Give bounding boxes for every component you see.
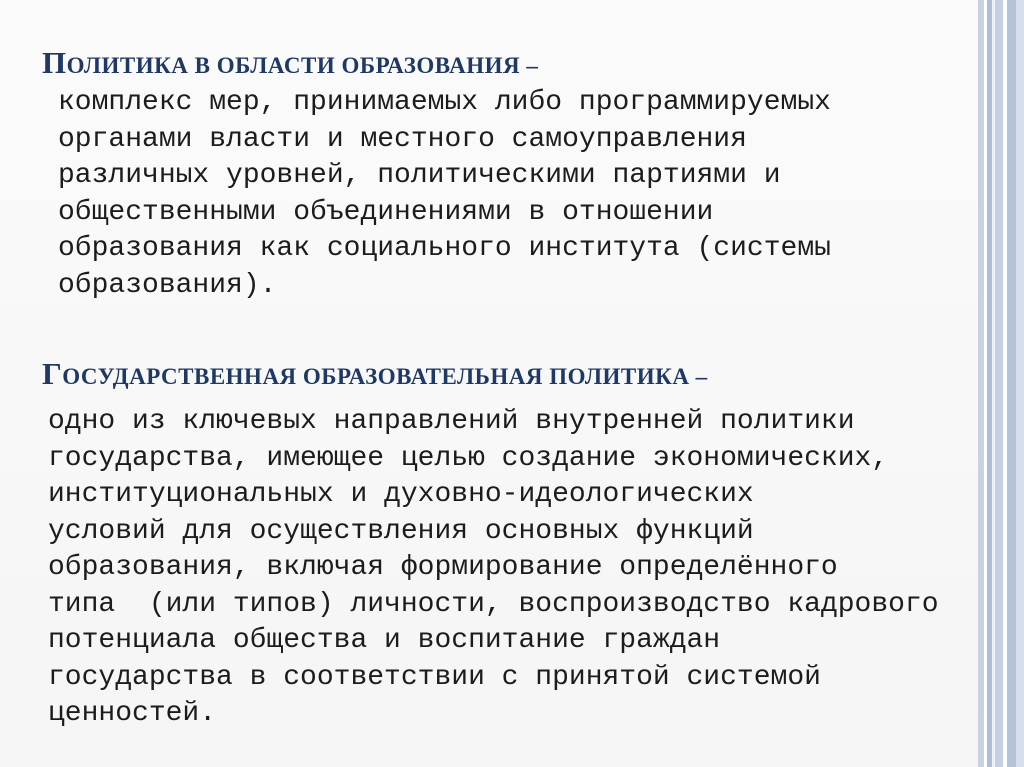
text-line: различных уровней, политическими партиями и	[58, 160, 781, 191]
border-stripe	[1016, 0, 1024, 767]
text-line: государства, имеющее целью создание экономических,	[48, 442, 889, 474]
decorative-right-border	[978, 0, 1024, 767]
border-stripe	[1007, 0, 1016, 767]
text-line: образования, включая формирование определённого	[48, 552, 838, 583]
text-line: ценностей.	[48, 698, 217, 729]
text-line: институциональных и духовно-идеологических	[48, 479, 754, 510]
text-line: комплекс мер, принимаемых либо программируемых	[58, 87, 831, 118]
text-line: образования как социального института (системы	[58, 233, 831, 264]
text-line: общественными объединениями в отношении	[58, 196, 714, 228]
heading-initial: Г	[42, 356, 63, 391]
text-line: государства в соответствии с принятой системой	[48, 661, 821, 693]
text-line: типа (или типов) личности, воспроизводство кадрового	[48, 588, 939, 620]
text-line: потенциала общества и воспитание граждан	[48, 625, 721, 656]
border-stripe	[995, 0, 1003, 767]
heading-initial: П	[42, 45, 67, 80]
definition-education-policy	[58, 85, 831, 304]
text-line: одно из ключевых направлений внутренней политики	[48, 406, 855, 437]
text-line: образования).	[58, 269, 277, 301]
text-line: условий для осуществления основных функций	[48, 515, 754, 547]
heading-rest: ОСУДАРСТВЕННАЯ ОБРАЗОВАТЕЛЬНАЯ ПОЛИТИКА –	[62, 364, 708, 389]
heading-education-policy	[42, 44, 538, 81]
definition-state-education-policy	[48, 404, 939, 733]
text-line: органами власти и местного самоуправления	[58, 123, 747, 155]
heading-rest: ОЛИТИКА В ОБЛАСТИ ОБРАЗОВАНИЯ –	[66, 53, 539, 78]
heading-state-education-policy	[42, 355, 708, 392]
